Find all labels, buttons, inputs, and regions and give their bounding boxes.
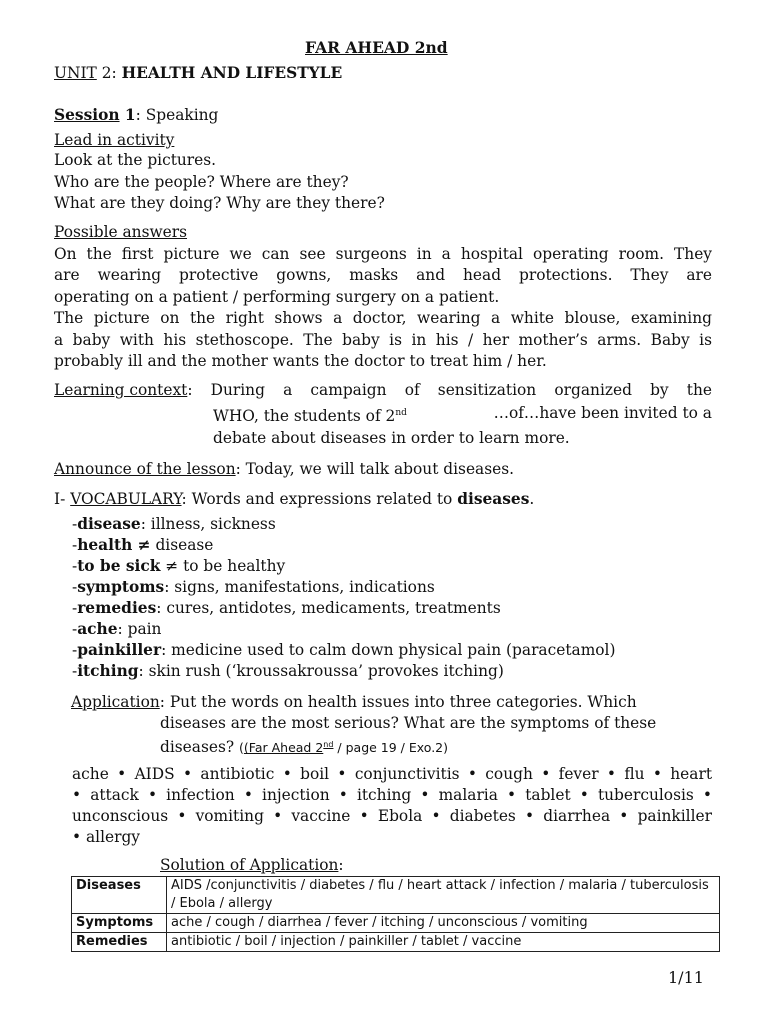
solution-table: [71, 876, 720, 952]
announce-label: Announce of the lesson: [54, 460, 236, 478]
vocabulary-item: -symptoms: signs, manifestations, indications: [72, 578, 435, 596]
learning-context-line3: debate about diseases in order to learn more.: [213, 429, 570, 447]
word-list-line: unconscious • vomiting • vaccine • Ebola • diabetes • diarrhea • painkiller: [72, 807, 712, 825]
unit-label: UNIT: [54, 64, 97, 82]
vocabulary-item: -health ≠ disease: [72, 536, 214, 554]
vocabulary-item: -disease: illness, sickness: [72, 515, 276, 533]
vocabulary-item: -painkiller: medicine used to calm down physical pain (paracetamol): [72, 641, 616, 659]
word-list-line: • allergy: [72, 828, 141, 846]
learning-context-label: Learning context: [54, 381, 188, 399]
vocabulary-item: -itching: skin rush (‘kroussakroussa’ provokes itching): [72, 662, 504, 680]
row-value: AIDS /conjunctivitis / diabetes / flu / heart attack / infection / malaria / tuberculosis / Ebola / allergy: [167, 877, 720, 914]
session-rest: : Speaking: [135, 106, 219, 124]
document-title: FAR AHEAD 2nd: [305, 38, 448, 57]
unit-title: HEALTH AND LIFESTYLE: [121, 64, 343, 82]
application-line2: diseases are the most serious? What are the symptoms of these: [160, 714, 657, 732]
book-reference: ((Far Ahead 2nd / page 19 / Exo.2): [239, 740, 449, 756]
row-header: Symptoms: [72, 914, 167, 933]
application-line3: diseases? ((Far Ahead 2nd / page 19 / Exo.2): [160, 738, 449, 757]
announce-line: Announce of the lesson: Today, we will talk about diseases.: [54, 460, 515, 478]
lead-in-line: Who are the people? Where are they?: [54, 173, 349, 191]
lead-in-line: Look at the pictures.: [54, 151, 217, 169]
vocabulary-heading: I- VOCABULARY: Words and expressions related to diseases.: [54, 490, 535, 508]
vocabulary-item: -to be sick ≠ to be healthy: [72, 557, 286, 575]
row-header: Diseases: [72, 877, 167, 914]
session-number: 1: [119, 106, 136, 124]
answer-line: probably ill and the mother wants the doctor to treat him / her.: [54, 352, 547, 370]
page-number: 1/11: [668, 968, 704, 987]
session-heading: [54, 105, 218, 125]
table-row: [72, 914, 720, 933]
table-row: [72, 877, 720, 914]
learning-context-line2: WHO, the students of 2nd …of…have been invited to a: [213, 404, 712, 426]
answer-line: The picture on the right shows a doctor, wearing a white blouse, examining: [54, 309, 712, 327]
unit-number: 2:: [96, 64, 122, 82]
unit-heading: [54, 63, 342, 83]
answer-line: are wearing protective gowns, masks and head protections. They are: [54, 266, 712, 284]
learning-context-line1: Learning context : During a campaign of sensitization organized by the: [54, 381, 712, 399]
table-row: [72, 933, 720, 952]
lead-in-line: What are they doing? Why are they there?: [54, 194, 385, 212]
row-value: ache / cough / diarrhea / fever / itching / unconscious / vomiting: [167, 914, 720, 933]
vocabulary-item: -remedies: cures, antidotes, medicaments, treatments: [72, 599, 501, 617]
solution-heading: Solution of Application:: [160, 856, 344, 874]
answer-line: a baby with his stethoscope. The baby is in his / her mother’s arms. Baby is: [54, 331, 712, 349]
lead-in-heading: Lead in activity: [54, 131, 175, 149]
row-header: Remedies: [72, 933, 167, 952]
word-list-line: ache • AIDS • antibiotic • boil • conjunctivitis • cough • fever • flu • heart: [72, 765, 712, 783]
possible-answers-heading: Possible answers: [54, 223, 188, 241]
answer-line: operating on a patient / performing surgery on a patient.: [54, 288, 500, 306]
vocabulary-item: -ache: pain: [72, 620, 162, 638]
word-list-line: • attack • infection • injection • itching • malaria • tablet • tuberculosis •: [72, 786, 712, 804]
session-label: Session: [54, 106, 120, 124]
answer-line: On the first picture we can see surgeons in a hospital operating room. They: [54, 245, 712, 263]
application-label: Application: [71, 693, 160, 711]
row-value: antibiotic / boil / injection / painkiller / tablet / vaccine: [167, 933, 720, 952]
application-line1: Application: Put the words on health issues into three categories. Which: [71, 693, 637, 711]
